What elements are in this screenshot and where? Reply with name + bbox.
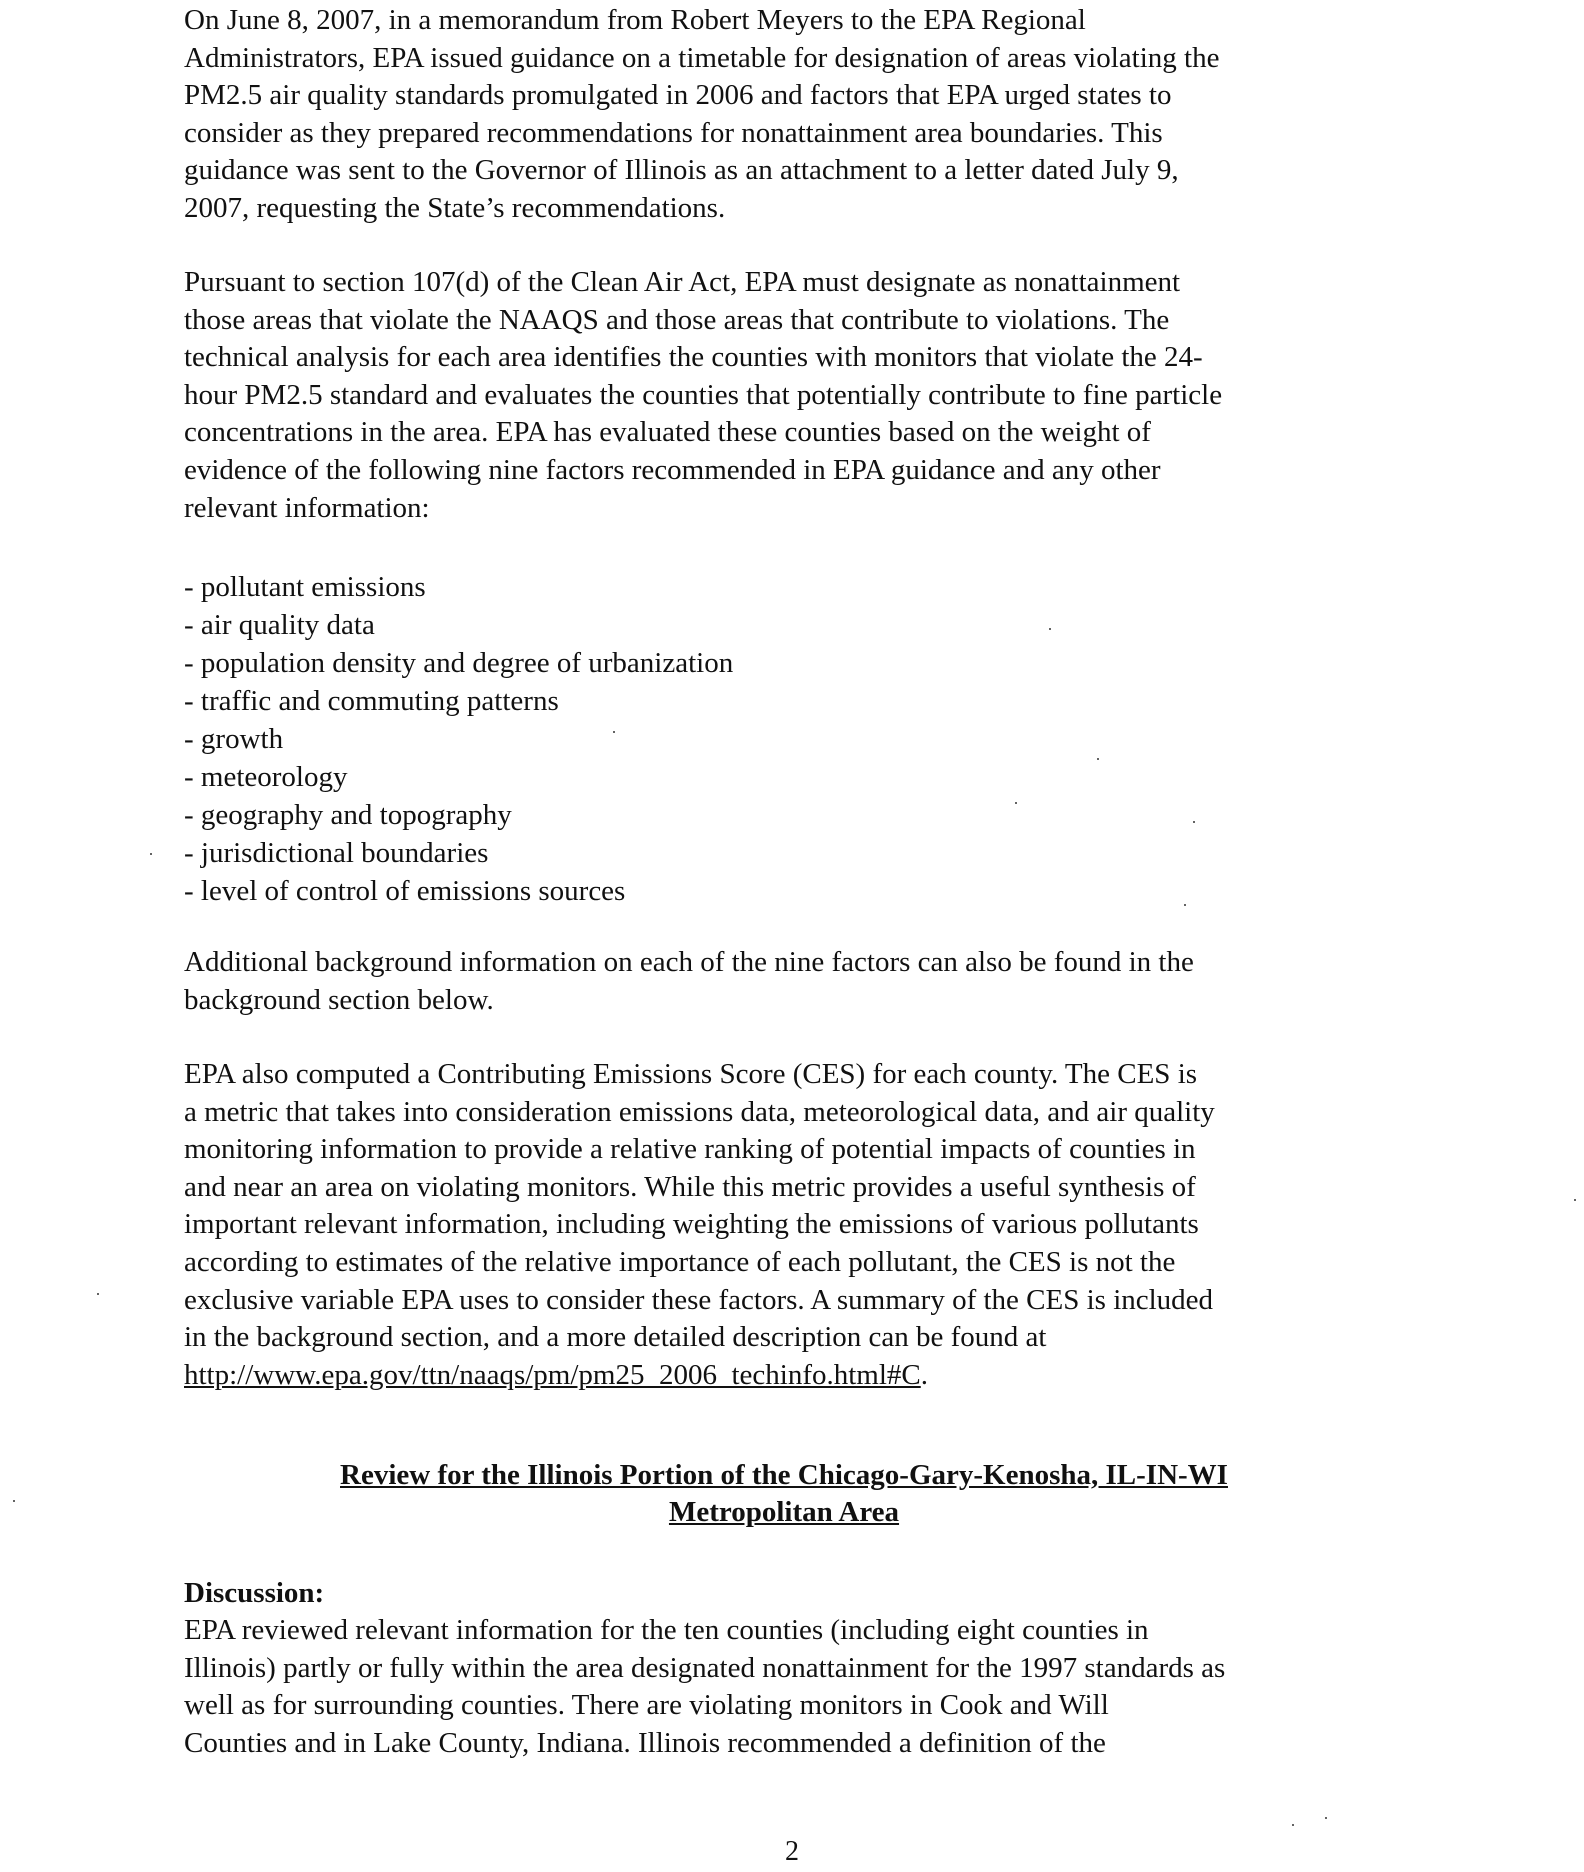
scan-speck [613, 731, 615, 733]
section-title-line-2: Metropolitan Area [668, 1496, 900, 1528]
paragraph-ces-text: EPA also computed a Contributing Emissions Score (CES) for each county. The CES is a metric that takes into consideration emissions data, meteorological data, and air quality monitoring information to provide a relative ranking of potential impacts of counties in and near an area on violating monitors. While this metric provides a useful synthesis of important relevant information, including weighting the emissions of various pollutants according to estimates of the relative importance of each pollutant, the CES is not the exclusive variable EPA uses to consider these factors. A summary of the CES is included in the background section, and a more detailed description can be found at [184, 1058, 1215, 1354]
scan-speck [1193, 821, 1195, 823]
paragraph-background-note: Additional background information on each of the nine factors can also be found in the background section below. [184, 946, 1194, 1016]
factors-list [184, 568, 733, 910]
scan-speck [1574, 1199, 1576, 1201]
techinfo-link[interactable]: http://www.epa.gov/ttn/naaqs/pm/pm25_2006_techinfo.html#C [184, 1358, 921, 1391]
list-item: - pollutant emissions [184, 571, 426, 603]
scan-speck [1292, 1824, 1294, 1826]
list-item: - population density and degree of urbanization [184, 647, 734, 679]
scan-speck [97, 1293, 99, 1295]
paragraph-section-107d: Pursuant to section 107(d) of the Clean Air Act, EPA must designate as nonattainment those areas that violate the NAAQS and those areas that contribute to violations. The technical analysis for each area identifies the counties with monitors that violate the 24- hour PM2.5 standard and evaluates the counties that potentially contribute to fine particle concentrations in the area. EPA has evaluated these counties based on the weight of evidence of the following nine factors recommended in EPA guidance and any other relevant information: [184, 266, 1223, 524]
list-item: - meteorology [184, 761, 348, 793]
list-item: - growth [184, 723, 284, 755]
scan-speck [1097, 758, 1099, 760]
paragraph-discussion: EPA reviewed relevant information for the ten counties (including eight counties in Illinois) partly or fully within the area designated nonattainment for the 1997 standards as well as for surrounding counties. There are violating monitors in Cook and Will Counties and in Lake County, Indiana. Illinois recommended a definition of the [184, 1614, 1226, 1759]
list-item: - level of control of emissions sources [184, 875, 626, 907]
list-item: - geography and topography [184, 799, 512, 831]
section-title-line-1: Review for the Illinois Portion of the Chicago-Gary-Kenosha, IL-IN-WI [340, 1459, 1228, 1491]
list-item: - air quality data [184, 609, 375, 641]
link-trailing-period: . [920, 1358, 928, 1391]
discussion-heading: Discussion: [184, 1577, 325, 1609]
scan-speck [1015, 802, 1017, 804]
paragraph-ces [184, 1056, 1384, 1394]
section-title [184, 1457, 1384, 1531]
scan-speck [13, 1500, 15, 1502]
paragraph-memorandum: On June 8, 2007, in a memorandum from Robert Meyers to the EPA Regional Administrators, EPA issued guidance on a timetable for designation of areas violating the PM2.5 air quality standards promulgated in 2006 and factors that EPA urged states to consider as they prepared recommendations for nonattainment area boundaries. This guidance was sent to the Governor of Illinois as an attachment to a letter dated July 9, 2007, requesting the State’s recommendations. [184, 4, 1220, 224]
scan-speck [150, 853, 152, 855]
list-item: - traffic and commuting patterns [184, 685, 559, 717]
scan-speck [1325, 1817, 1327, 1819]
scan-speck [1184, 904, 1186, 906]
list-item: - jurisdictional boundaries [184, 837, 489, 869]
scan-speck [1049, 628, 1051, 630]
page-number: 2 [785, 1836, 799, 1867]
